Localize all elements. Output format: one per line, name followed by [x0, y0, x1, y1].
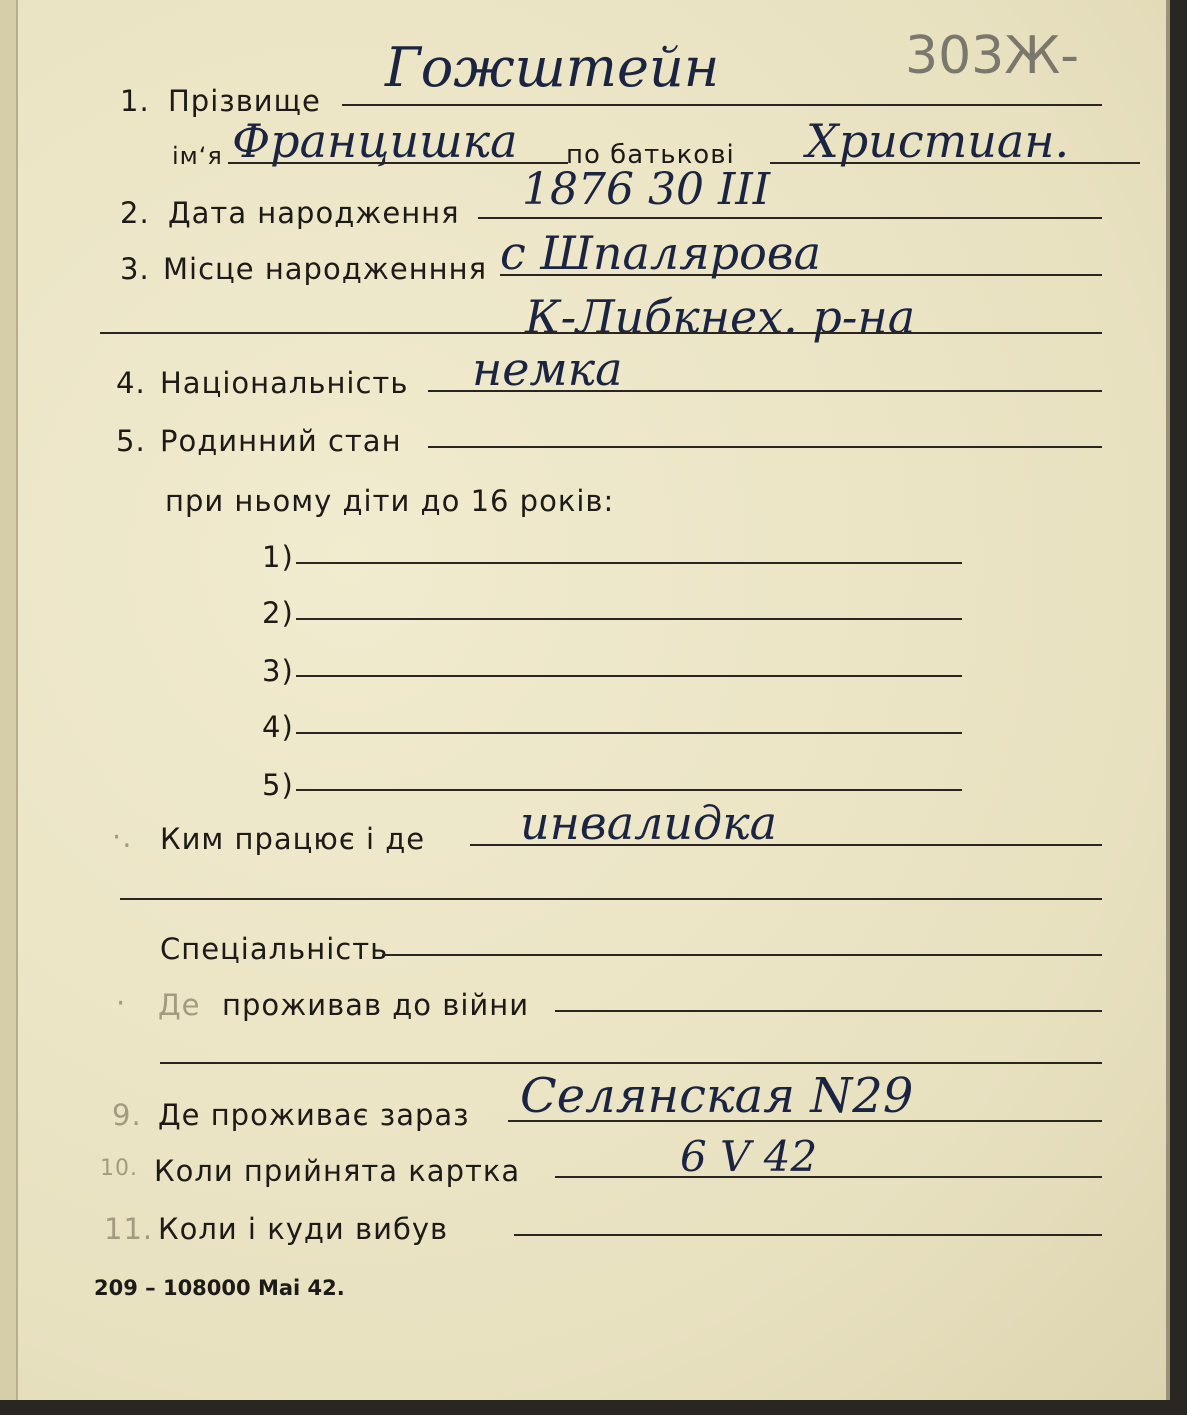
specialty-line: [382, 954, 1102, 956]
birth-place-value[interactable]: с Шпалярова: [500, 226, 822, 280]
marital-status-line: [428, 446, 1102, 448]
birth-place-line-2: [100, 332, 1102, 334]
field-number-6: ·.: [112, 820, 133, 854]
current-residence-line: [508, 1120, 1102, 1122]
child-3-number: 3): [262, 654, 294, 688]
field-number-9: 9.: [112, 1098, 142, 1132]
nationality-label: Національність: [160, 366, 409, 400]
current-residence-label: Де проживає зараз: [158, 1098, 470, 1132]
nationality-value[interactable]: немка: [472, 342, 623, 396]
prewar-residence-line: [555, 1010, 1102, 1012]
print-run-footer: 209 – 108000 Mai 42.: [94, 1276, 345, 1300]
child-4-number: 4): [262, 710, 294, 744]
prewar-residence-label-faint: Де: [158, 988, 201, 1022]
child-5-line[interactable]: [296, 789, 962, 791]
child-2-line[interactable]: [296, 618, 962, 620]
field-number-11: 11.: [104, 1212, 154, 1246]
patronymic-line: [770, 162, 1140, 164]
occupation-label: Ким працює і де: [160, 822, 426, 856]
nationality-line: [428, 390, 1102, 392]
field-number-5: 5.: [116, 424, 146, 458]
prewar-residence-line-2: [160, 1062, 1102, 1064]
birth-date-line: [478, 217, 1102, 219]
occupation-line-2: [120, 898, 1102, 900]
child-2-number: 2): [262, 596, 294, 630]
card-left-edge: [0, 0, 18, 1400]
first-name-label: ім‘я: [172, 142, 223, 170]
occupation-line: [470, 844, 1102, 846]
patronymic-value[interactable]: Христиан.: [806, 114, 1070, 168]
field-number-2: 2.: [120, 196, 150, 230]
birth-place-label: Місце народженння: [163, 252, 488, 286]
field-number-1: 1.: [120, 84, 150, 118]
patronymic-label: по батькові: [566, 140, 735, 170]
card-accepted-line: [555, 1176, 1102, 1178]
card-accepted-value[interactable]: 6 V 42: [680, 1132, 818, 1181]
field-number-10: 10.: [100, 1156, 138, 1181]
field-number-4: 4.: [116, 366, 146, 400]
first-name-line: [228, 162, 568, 164]
birth-date-label: Дата народження: [168, 196, 460, 230]
first-name-value[interactable]: Францишка: [232, 114, 518, 168]
departure-line: [514, 1234, 1102, 1236]
surname-line: [342, 104, 1102, 106]
field-number-3: 3.: [120, 252, 150, 286]
child-3-line[interactable]: [296, 675, 962, 677]
prewar-residence-label: проживав до війни: [222, 988, 530, 1022]
pencil-archive-note: 303Ж-: [905, 26, 1080, 86]
card-accepted-label: Коли прийнята картка: [154, 1154, 521, 1188]
birth-place-line: [500, 274, 1102, 276]
surname-label: Прізвище: [168, 84, 321, 118]
specialty-label: Спеціальність: [160, 932, 389, 966]
field-number-8: ·: [116, 986, 127, 1020]
birth-date-value[interactable]: 1876 30 III: [522, 164, 771, 215]
current-residence-value[interactable]: Селянская N29: [520, 1068, 914, 1124]
birth-place-value-2[interactable]: К-Либкнех. р-на: [525, 290, 916, 344]
child-1-number: 1): [262, 540, 294, 574]
surname-value[interactable]: Гожштейн: [385, 36, 720, 99]
children-label: при ньому діти до 16 років:: [165, 484, 615, 518]
child-5-number: 5): [262, 768, 294, 802]
child-4-line[interactable]: [296, 732, 962, 734]
child-1-line[interactable]: [296, 562, 962, 564]
marital-status-label: Родинний стан: [160, 424, 402, 458]
departure-label: Коли і куди вибув: [158, 1212, 449, 1246]
occupation-value[interactable]: инвалидка: [520, 796, 778, 850]
